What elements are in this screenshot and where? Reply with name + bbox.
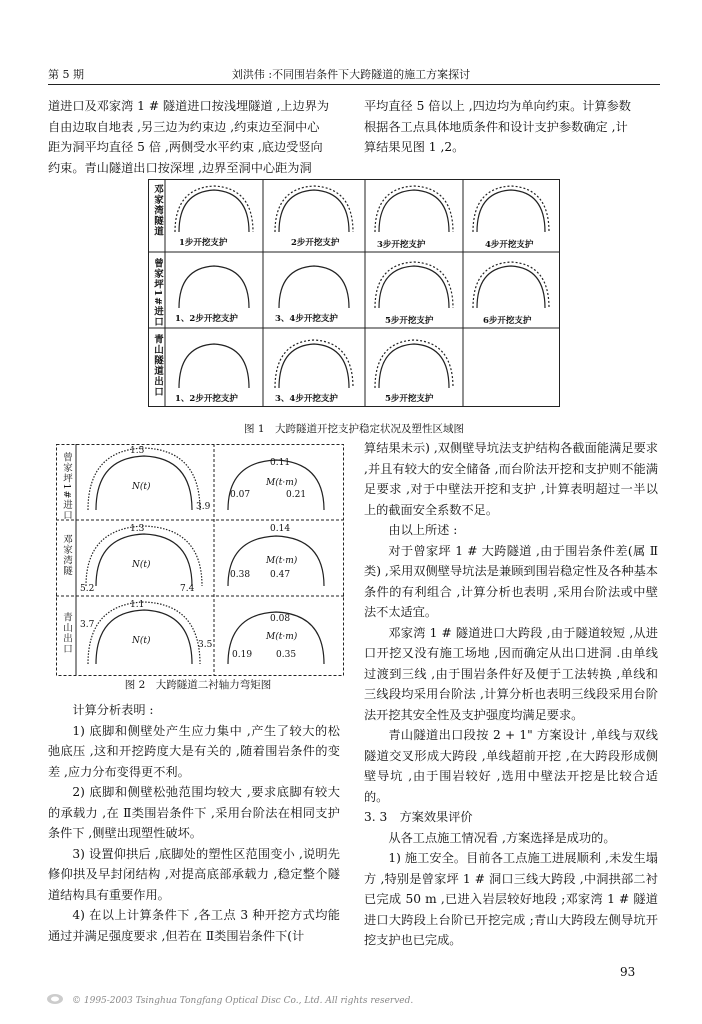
row-label: 青山隧道出口 [152, 334, 163, 397]
copyright-footer: © 1995-2003 Tsinghua Tongfang Optical Disc Co., Ltd. All rights reserved. [72, 996, 414, 1006]
paragraph: 3) 设置仰拱后 ,底脚处的塑性区范围变小 ,说明先修仰拱及早封闭结构 ,对提高底部承载力 ,稳定整个隧道结构具有重要作用。 [48, 846, 340, 902]
moment-label: M(t·m) [266, 632, 298, 642]
cell-caption: 1、2步开挖支护 [175, 314, 238, 324]
cell-caption: 4步开挖支护 [485, 240, 534, 250]
paragraph: 1) 施工安全。目前各工点施工进展顺利 ,未发生塌方 ,特别是曾家坪 1 # 洞口三线大跨段 ,中洞拱部二衬已完成 50 m ,已进入岩层较好地段 ;邓家湾 1 # 隧道进口大跨段上台阶已开挖完成 ;青山大跨段左侧导坑开挖支护也已完成。 [364, 851, 658, 947]
value-label: 0.19 [232, 650, 253, 660]
text-line: 道进口及邓家湾 1 # 隧道进口按浅埋隧道 ,上边界为 [48, 99, 330, 113]
text-line: 平均直径 5 倍以上 ,四边均为单向约束。计算参数 [364, 99, 631, 113]
figure-2-caption: 图 2 大跨隧道二衬轴力弯矩图 [124, 679, 272, 691]
journal-issue: 第 5 期 [48, 68, 84, 81]
paragraph: 从各工点施工情况看 ,方案选择是成功的。 [388, 830, 616, 845]
moment-label: M(t·m) [266, 478, 298, 488]
right-top-text [364, 96, 658, 158]
analysis-heading: 计算分析表明 : [72, 703, 154, 717]
value-label: 0.21 [286, 490, 307, 500]
left-top-text [48, 96, 340, 178]
row-label: 邓家湾隧 [61, 534, 72, 576]
figure-2-grid [56, 444, 344, 676]
cell-caption: 5步开挖支护 [385, 394, 434, 404]
cell-caption: 1、2步开挖支护 [175, 394, 238, 404]
value-label: 1.5 [130, 446, 145, 456]
cell-caption: 6步开挖支护 [483, 316, 532, 326]
text-line: 算结果见图 1 ,2。 [364, 140, 465, 154]
header-divider [48, 84, 660, 85]
text-line: 约束。青山隧道出口按深埋 ,边界至洞中心距为洞 [48, 160, 312, 175]
text-line: 自由边取自地表 ,另三边为约束边 ,约束边至洞中心 [48, 119, 320, 134]
page-number: 93 [620, 965, 636, 979]
value-label: 0.35 [276, 650, 297, 660]
row-label: 青山出口 [61, 612, 72, 654]
row-label: 邓家湾隧道 [152, 184, 163, 237]
axial-force-label: N(t) [132, 482, 151, 492]
section-heading: 3. 3 方案效果评价 [364, 810, 473, 824]
value-label: 5.2 [80, 584, 95, 594]
paragraph: 对于曾家坪 1 # 大跨隧道 ,由于围岩条件差(属 Ⅱ类) ,采用双侧壁导坑法是兼顾到围岩稳定性及各种基本条件的有利组合 ,计算分析也表明 ,采用台阶法或中壁法不太适宜。 [364, 543, 658, 619]
paragraph: 由以上所述 : [388, 523, 458, 537]
value-label: 0.38 [230, 570, 251, 580]
value-label: 7.4 [180, 584, 195, 594]
cell-caption: 3、4步开挖支护 [275, 394, 338, 404]
right-bottom-text [364, 438, 658, 951]
text-line: 距为洞平均直径 5 倍 ,两侧受水平约束 ,底边受竖向 [48, 140, 323, 154]
value-label: 3.9 [196, 502, 211, 512]
cell-caption: 3、4步开挖支护 [275, 314, 338, 324]
paragraph: 青山隧道出口段按 2 + 1" 方案设计 ,单线与双线隧道交叉形成大跨段 ,单线超前开挖 ,在大跨段形成侧壁导坑 ,由于围岩较好 ,选用中壁法开挖是比较合适的。 [364, 728, 658, 804]
figure-1-caption: 图 1 大跨隧道开挖支护稳定状况及塑性区域图 [243, 423, 465, 435]
cell-caption: 3步开挖支护 [377, 240, 426, 250]
paragraph: 邓家湾 1 # 隧道进口大跨段 ,由于隧道较短 ,从进口开挖又没有施工场地 ,因而确定从出口进洞 .由单线过渡到三线 ,由于围岩条件好及便于工法转换 ,单线和三线段均采用台阶法 ,计算分析也表明三线段采用台阶法开挖其安全性及支护强度均满足要求。 [364, 625, 658, 722]
paragraph: 1) 底脚和侧壁处产生应力集中 ,产生了较大的松弛底压 ,这和开挖跨度大是有关的 ,随着围岩条件的变差 ,应力分布变得更不利。 [48, 723, 340, 779]
paragraph: 2) 底脚和侧壁松弛范围均较大 ,要求底脚有较大的承载力 ,在 Ⅱ类围岩条件下 ,采用台阶法在相同支护条件下 ,侧壁出现塑性破坏。 [48, 785, 340, 840]
axial-force-label: N(t) [132, 636, 151, 646]
value-label: 3.5 [198, 640, 213, 650]
paragraph: 4) 在以上计算条件下 ,各工点 3 种开挖方式均能通过并满足强度要求 ,但若在 Ⅱ类围岩条件下(计 [48, 908, 340, 943]
value-label: 0.47 [270, 570, 291, 580]
value-label: 0.14 [270, 524, 291, 534]
cell-caption: 5步开挖支护 [385, 316, 434, 326]
value-label: 1.1 [130, 600, 145, 610]
value-label: 3.7 [80, 620, 95, 630]
cell-caption: 1步开挖支护 [179, 238, 228, 248]
value-label: 0.11 [270, 458, 291, 468]
figure-1-drawing [149, 180, 559, 406]
value-label: 0.08 [270, 614, 291, 624]
paragraph: 算结果未示) ,双侧壁导坑法支护结构各截面能满足要求 ,并且有较大的安全储备 ,而台阶法开挖和支护则不能满足要求 ,对于中壁法开挖和支护 ,计算表明超过一半以上的截面安全系数不足。 [364, 441, 658, 517]
row-label: 曾家坪1#进口 [152, 258, 163, 328]
cell-caption: 2步开挖支护 [291, 238, 340, 248]
axial-force-label: N(t) [132, 560, 151, 570]
value-label: 1.3 [130, 524, 145, 534]
publisher-logo-icon [46, 993, 64, 1005]
figure-1-grid [148, 179, 560, 407]
running-title: 刘洪伟 :不同围岩条件下大跨隧道的施工方案探讨 [231, 68, 471, 81]
left-bottom-text [48, 700, 340, 946]
row-label: 曾家坪1#进口 [61, 452, 72, 521]
text-line: 根据各工点具体地质条件和设计支护参数确定 ,计 [364, 119, 628, 134]
value-label: 0.07 [230, 490, 251, 500]
moment-label: M(t·m) [266, 556, 298, 566]
